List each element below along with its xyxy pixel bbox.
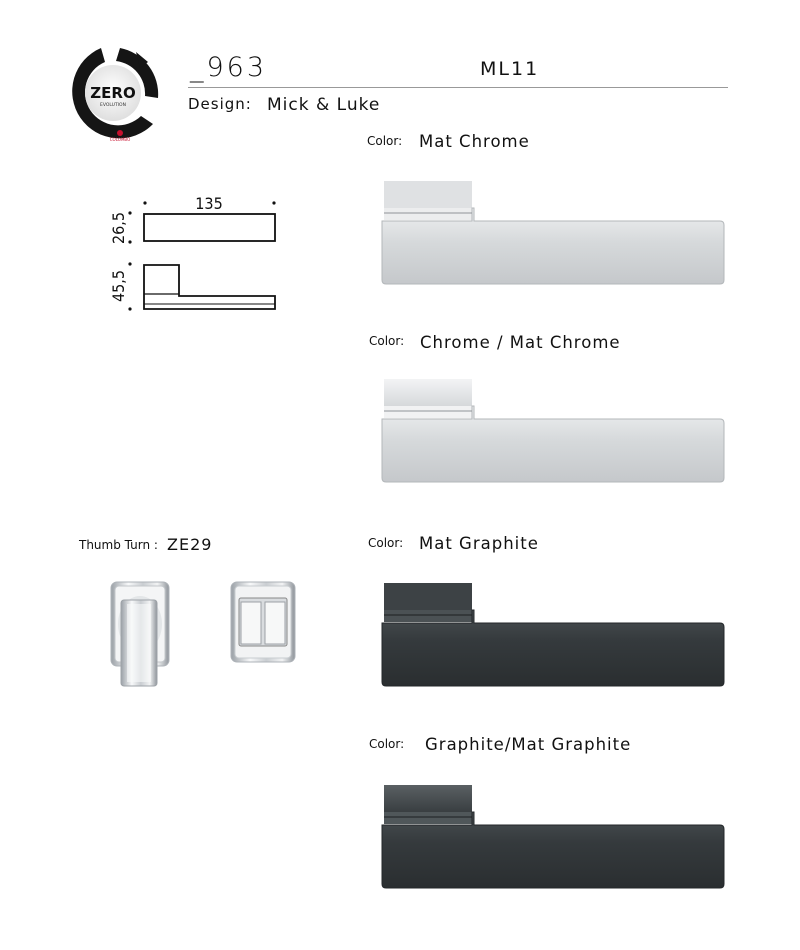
brand-logo <box>58 40 168 150</box>
maker-badge-icon <box>117 130 123 136</box>
color-name: Chrome / Mat Chrome <box>420 333 621 352</box>
maker-name: COLOMBO <box>109 137 131 142</box>
color-name: Graphite/Mat Graphite <box>425 735 632 754</box>
handle-image-mat-chrome <box>378 178 728 288</box>
dimension-drawing <box>100 185 290 320</box>
color-name: Mat Graphite <box>419 534 539 553</box>
logo-subtext: EVOLUTION <box>100 103 126 108</box>
handle-image-chrome-mat-chrome <box>378 376 728 486</box>
emergency-release-image <box>228 580 298 664</box>
thumb-turn-code: ZE29 <box>167 535 213 554</box>
top-view-outline <box>144 214 275 241</box>
color-label: Color: <box>369 334 405 348</box>
product-code: _963 <box>190 52 268 83</box>
design-label: Design: <box>188 95 252 113</box>
side-view-outline <box>144 265 275 309</box>
dimension-height: 26,5 <box>109 211 128 245</box>
thumb-turn-knob-image <box>105 578 175 690</box>
dimension-length: 135 <box>195 194 223 213</box>
color-label: Color: <box>367 134 403 148</box>
color-name: Mat Chrome <box>419 132 530 151</box>
header-divider <box>188 87 728 88</box>
handle-image-graphite-mat-graphite <box>378 782 728 892</box>
model-name: ML11 <box>480 58 540 80</box>
color-label: Color: <box>369 737 405 751</box>
logo-text: ZERO <box>90 84 136 102</box>
thumb-turn-label: Thumb Turn : <box>79 538 158 552</box>
designer-name: Mick & Luke <box>267 95 381 115</box>
dimension-depth: 45,5 <box>109 269 128 303</box>
color-label: Color: <box>368 536 404 550</box>
handle-image-mat-graphite <box>378 580 728 690</box>
